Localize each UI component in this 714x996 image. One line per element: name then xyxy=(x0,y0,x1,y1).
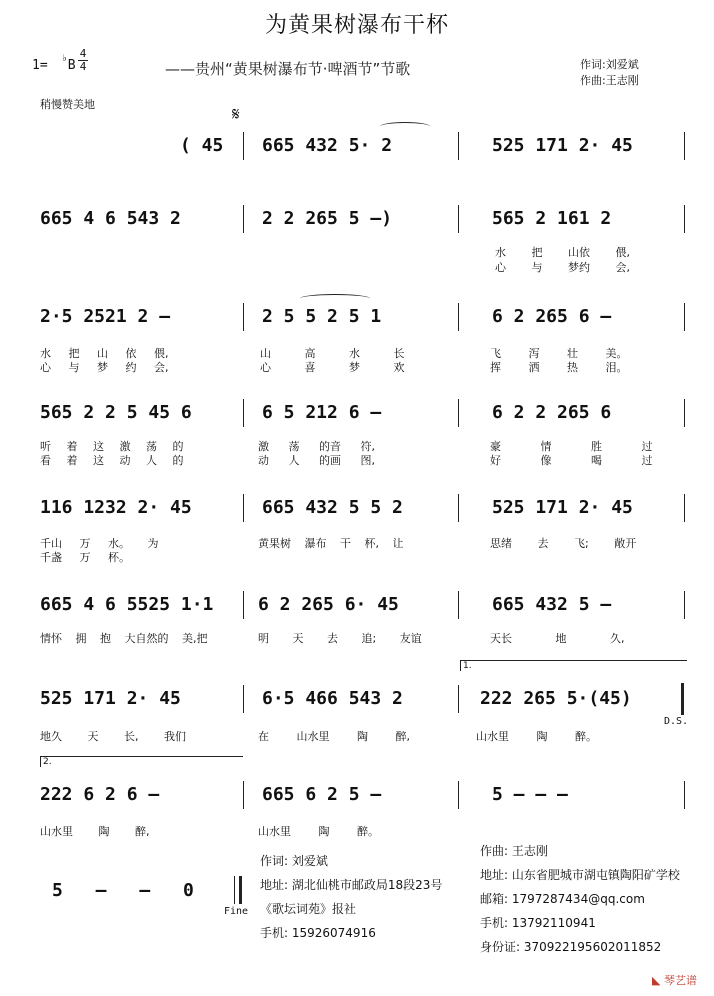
row8-measure2: 665 6 2 5 – xyxy=(262,784,382,805)
row6-measure1: 665 4 6 5525 1·1 xyxy=(40,594,214,615)
lyric-line: 情怀 拥 抱 大自然的 美,把 xyxy=(40,632,208,645)
row9-measure1: 5 – – 0 xyxy=(52,880,194,901)
row4-measure1: 565 2 2 5 45 6 xyxy=(40,402,192,423)
footer-composer-phone: 手机: 13792110941 xyxy=(480,916,596,930)
row3-measure3: 6 2 265 6 – xyxy=(492,306,612,327)
barline xyxy=(243,205,244,233)
row8-measure1: 222 6 2 6 – xyxy=(40,784,160,805)
row2-measure3: 565 2 161 2 xyxy=(492,208,612,229)
barline xyxy=(458,303,459,331)
row7-measure1: 525 171 2· 45 xyxy=(40,688,181,709)
row4-measure3: 6 2 2 265 6 xyxy=(492,402,612,423)
row7-measure2: 6·5 466 543 2 xyxy=(262,688,403,709)
barline xyxy=(458,781,459,809)
lyric-line: 心 与 梦 约 会, xyxy=(40,361,169,374)
barline xyxy=(458,132,459,160)
barline xyxy=(684,494,685,522)
barline xyxy=(684,303,685,331)
footer-composer-id: 身份证: 370922195602011852 xyxy=(480,940,662,954)
barline xyxy=(684,591,685,619)
row2-measure2: 2 2 265 5 –) xyxy=(262,208,393,229)
barline xyxy=(243,399,244,427)
dal-segno-mark: D.S. xyxy=(664,716,689,727)
fine-mark: Fine xyxy=(224,906,249,917)
barline xyxy=(243,781,244,809)
lyric-line: 动 人 的画 图, xyxy=(258,454,375,467)
subtitle: ——贵州“黄果树瀑布节·啤酒节”节歌 xyxy=(165,60,411,78)
barline-end xyxy=(681,683,684,715)
slur xyxy=(380,122,430,131)
row3-measure2: 2 5 5 2 5 1 xyxy=(262,306,382,327)
lyric-line: 看 着 这 动 人 的 xyxy=(40,454,184,467)
lyric-line: 在 山水里 陶 醉, xyxy=(258,730,410,743)
barline-final xyxy=(239,876,242,904)
barline xyxy=(458,591,459,619)
volta-second-ending: 2. xyxy=(40,756,243,767)
lyric-line: 山水里 陶 醉。 xyxy=(258,825,379,838)
footer-composer-email: 邮箱: 1797287434@qq.com xyxy=(480,892,645,906)
watermark-logo: ◣ 琴艺谱 xyxy=(652,974,697,987)
row5-measure1: 116 1232 2· 45 xyxy=(40,497,192,518)
row2-measure1: 665 4 6 543 2 xyxy=(40,208,181,229)
barline xyxy=(234,876,235,904)
segno-icon: 𝄋 xyxy=(232,104,240,125)
barline xyxy=(243,303,244,331)
barline xyxy=(458,205,459,233)
barline xyxy=(458,494,459,522)
lyric-line: 思绪 去 飞; 敞开 xyxy=(490,537,637,550)
page-title: 为黄果树瀑布干杯 xyxy=(264,13,449,38)
lyric-line: 豪 情 胜 过 xyxy=(490,440,653,453)
row1-measure1: ( 45 xyxy=(180,135,224,156)
row3-measure1: 2·5 2521 2 – xyxy=(40,306,171,327)
row7-measure3: 222 265 5·(45) xyxy=(480,688,632,709)
lyricist-credit: 作词:刘爱斌 xyxy=(580,58,639,71)
footer-lyricist-address: 地址: 湖北仙桃市邮政局18段23号 xyxy=(260,878,443,892)
footer-lyricist: 作词: 刘爱斌 xyxy=(260,854,328,868)
lyric-line: 听 着 这 激 荡 的 xyxy=(40,440,184,453)
lyric-line: 明 天 去 追; 友谊 xyxy=(258,632,422,645)
lyric-line: 地久 天 长, 我们 xyxy=(40,730,186,743)
lyric-line: 黄果树 瀑布 干 杯, 让 xyxy=(258,537,404,550)
lyric-line: 天长 地 久, xyxy=(490,632,625,645)
slur xyxy=(300,294,370,303)
footer-composer-address: 地址: 山东省肥城市湖屯镇陶阳矿学校 xyxy=(480,868,680,882)
lyric-line: 好 像 喝 过 xyxy=(490,454,653,467)
composer-credit: 作曲:王志刚 xyxy=(580,74,639,87)
row1-measure3: 525 171 2· 45 xyxy=(492,135,633,156)
lyric-line: 山 高 水 长 xyxy=(260,347,405,360)
logo-icon: ◣ xyxy=(652,974,661,987)
lyric-line: 心 与 梦约 会, xyxy=(495,261,630,274)
lyric-line: 水 把 山 依 偎, xyxy=(40,347,169,360)
row5-measure3: 525 171 2· 45 xyxy=(492,497,633,518)
footer-lyricist-phone: 手机: 15926074916 xyxy=(260,926,376,940)
footer-lyricist-org: 《歌坛词苑》报社 xyxy=(260,902,357,916)
footer-composer: 作曲: 王志刚 xyxy=(480,844,548,858)
time-signature: 4 4 xyxy=(79,47,87,73)
row6-measure3: 665 432 5 – xyxy=(492,594,612,615)
lyric-line: 心 喜 梦 欢 xyxy=(260,361,405,374)
row4-measure2: 6 5 212 6 – xyxy=(262,402,382,423)
lyric-line: 山水里 陶 醉。 xyxy=(476,730,597,743)
barline xyxy=(458,399,459,427)
key-signature: 1= ♭B xyxy=(32,53,76,73)
row6-measure2: 6 2 265 6· 45 xyxy=(258,594,399,615)
barline xyxy=(684,132,685,160)
lyric-line: 千山 万 水。 为 xyxy=(40,537,159,550)
row8-measure3: 5 – – – xyxy=(492,784,568,805)
barline xyxy=(243,494,244,522)
lyric-line: 千盏 万 杯。 xyxy=(40,551,130,564)
lyric-line: 飞 泻 壮 美。 xyxy=(490,347,628,360)
barline xyxy=(684,781,685,809)
lyric-line: 山水里 陶 醉, xyxy=(40,825,150,838)
barline xyxy=(243,132,244,160)
barline xyxy=(458,685,459,713)
volta-first-ending: 1. xyxy=(460,660,687,671)
lyric-line: 水 把 山依 偎, xyxy=(495,246,630,259)
barline xyxy=(243,685,244,713)
lyric-line: 激 荡 的音 符, xyxy=(258,440,375,453)
row5-measure2: 665 432 5 5 2 xyxy=(262,497,403,518)
tempo-marking: 稍慢赞美地 xyxy=(40,98,95,111)
barline xyxy=(684,205,685,233)
barline xyxy=(684,399,685,427)
row1-measure2: 665 432 5· 2 xyxy=(262,135,393,156)
lyric-line: 挥 洒 热 泪。 xyxy=(490,361,628,374)
barline xyxy=(243,591,244,619)
